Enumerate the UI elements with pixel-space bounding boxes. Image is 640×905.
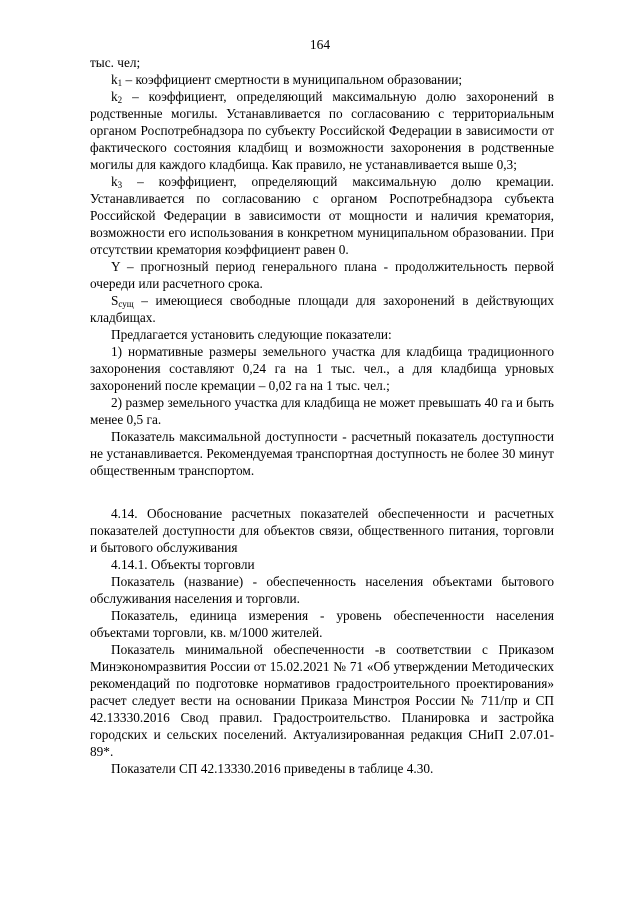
paragraph-y: Y – прогнозный период генерального плана - продолжительность первой очереди или расчетного срока.	[90, 259, 554, 291]
paragraph-text: – коэффициент, определяющий максимальную долю захоронений в родственные могилы. Устанавливается по согласованию с территориальным органом Роспотребнадзора по субъекту Российской Федерации в зависимости от фактического состояния кладбищ и возможности захоронения в родственные могилы для каждого кладбища. Как правило, не устанавливается выше 0,3;	[90, 89, 554, 172]
paragraph: Показатели СП 42.13330.2016 приведены в таблице 4.30.	[111, 761, 434, 776]
paragraph-k2	[90, 88, 554, 173]
subscript: 1	[117, 78, 123, 88]
list-item: 1) нормативные размеры земельного участка для кладбища традиционного захоронения составляют 0,24 га на 1 тыс. чел., а для кладбища урновых захоронений после кремации – 0,02 га на 1 тыс. чел.;	[90, 344, 554, 393]
paragraph: Показатель максимальной доступности - расчетный показатель доступности не устанавливается. Рекомендуемая транспортная доступность не более 30 минут общественным транспортом.	[90, 429, 554, 478]
paragraph: Показатель минимальной обеспеченности -в соответствии с Приказом Минэкономразвития России от 15.02.2021 № 71 «Об утверждении Методических рекомендаций по подготовке нормативов градостроительного проектирования» расчет следует вести на основании Приказа Минстроя России № 711/пр и СП 42.13330.2016 Свод правил. Градостроительство. Планировка и застройка городских и сельских поселений. Актуализированная редакция СНиП 2.07.01-89*.	[90, 642, 554, 759]
page-body	[90, 54, 554, 777]
page-number: 164	[309, 37, 331, 52]
paragraph-k3	[90, 173, 554, 258]
subscript: 3	[117, 180, 123, 190]
section-heading: 4.14. Обоснование расчетных показателей обеспеченности и расчетных показателей доступности для объектов связи, общественного питания, торговли и бытового обслуживания	[90, 506, 554, 555]
subsection-heading: 4.14.1. Объекты торговли	[111, 557, 255, 572]
symbol: k	[111, 89, 118, 104]
paragraph: Показатель, единица измерения - уровень обеспеченности населения объектами торговли, кв. м/1000 жителей.	[90, 608, 554, 640]
paragraph-text: – коэффициент, определяющий максимальную долю кремации. Устанавливается по согласованию с органом Роспотребнадзора субъекта Российской Федерации в зависимости от мощности и наличия крематория, возможности его использования в конкретном муниципальном образовании. При отсутствии крематория коэффициент равен 0.	[90, 174, 554, 257]
symbol: k	[111, 174, 118, 189]
paragraph: Предлагается установить следующие показатели:	[111, 327, 392, 342]
paragraph-s	[90, 292, 554, 326]
symbol: S	[111, 293, 119, 308]
subscript: 2	[117, 95, 123, 105]
paragraph-text: – коэффициент смертности в муниципальном образовании;	[122, 72, 463, 87]
paragraph-k1	[90, 71, 554, 88]
paragraph-text: – имеющиеся свободные площади для захоронений в действующих кладбищах.	[90, 293, 554, 325]
subscript: сущ	[118, 299, 134, 309]
list-item: 2) размер земельного участка для кладбища не может превышать 40 га и быть менее 0,5 га.	[90, 395, 554, 427]
symbol: k	[111, 72, 118, 87]
spacer	[90, 479, 554, 505]
paragraph: Показатель (название) - обеспеченность населения объектами бытового обслуживания населения и торговли.	[90, 574, 554, 606]
paragraph: тыс. чел;	[90, 55, 141, 70]
